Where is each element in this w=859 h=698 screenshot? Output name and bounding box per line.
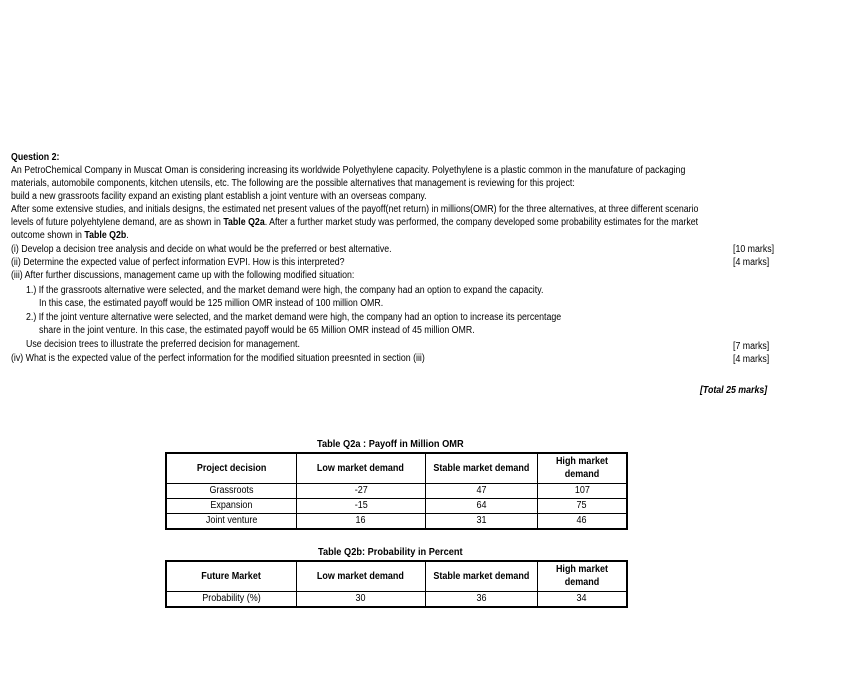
intro-line-3: build a new grassroots facility expand an existing plant establish a joint venture with an overseas company.	[11, 191, 427, 202]
cell-grassroots-high: 107	[538, 483, 627, 498]
table-q2b	[165, 560, 628, 608]
intro-line-1: An PetroChemical Company in Muscat Oman is considering increasing its worldwide Polyethylene capacity. Polyethylene is a plastic common in the manufature of packaging	[11, 165, 686, 176]
row-label-joint-venture: Joint venture	[166, 513, 297, 529]
table-ref-q2a: Table Q2a	[223, 217, 265, 228]
row-label-probability: Probability (%)	[166, 591, 297, 607]
part-i: (i) Develop a decision tree analysis and decide on what would be the preferred or best alternative.	[11, 244, 392, 255]
use-decision-trees: Use decision trees to illustrate the preferred decision for management.	[26, 339, 300, 350]
cell-expansion-low: -15	[297, 498, 426, 513]
cell-probability-low: 30	[297, 591, 426, 607]
part-ii: (ii) Determine the expected value of perfect information EVPI. How is this interpreted?	[11, 257, 345, 268]
intro-line-2: materials, automobile components, kitchen utensils, etc. The following are the possible alternatives that management is reviewing for this project:	[11, 178, 575, 189]
marks-part-i: [10 marks]	[733, 244, 775, 255]
subpoint-2a: 2.) If the joint venture alternative were selected, and the market demand were high, the company had an option to increase its percentage	[26, 312, 562, 323]
cell-joint-venture-low: 16	[297, 513, 426, 529]
cell-probability-stable: 36	[425, 591, 537, 607]
table-q2a-header-project-decision: Project decision	[166, 453, 297, 483]
total-marks: [Total 25 marks]	[700, 385, 768, 396]
question-title: Question 2:	[11, 152, 60, 163]
table-q2b-header-future-market: Future Market	[166, 561, 297, 591]
table-q2b-caption: Table Q2b: Probability in Percent	[318, 546, 463, 558]
part-iii: (iii) After further discussions, management came up with the following modified situation:	[11, 270, 355, 281]
row-label-expansion: Expansion	[166, 498, 297, 513]
table-q2a	[165, 452, 628, 530]
row-label-grassroots: Grassroots	[166, 483, 297, 498]
cell-probability-high: 34	[538, 591, 627, 607]
table-q2a-header-stable: Stable market demand	[425, 453, 537, 483]
table-ref-q2b: Table Q2b	[84, 230, 127, 241]
marks-part-iv: [4 marks]	[733, 354, 770, 365]
table-q2b-header-low: Low market demand	[297, 561, 426, 591]
intro-line-4: After some extensive studies, and initials designs, the estimated net present values of the payoff(net return) in millions(OMR) for the three alternatives, at three different scenario	[11, 204, 699, 215]
table-q2b-header-row	[166, 561, 627, 591]
intro-line-6: outcome shown in Table Q2b.	[11, 230, 129, 241]
cell-joint-venture-high: 46	[538, 513, 627, 529]
table-q2a-header-high: High market demand	[538, 453, 627, 483]
table-q2a-header-low: Low market demand	[297, 453, 426, 483]
subpoint-1b: In this case, the estimated payoff would be 125 million OMR instead of 100 million OMR.	[39, 298, 384, 309]
marks-part-iii: [7 marks]	[733, 341, 770, 352]
cell-expansion-stable: 64	[425, 498, 537, 513]
marks-part-ii: [4 marks]	[733, 257, 770, 268]
cell-expansion-high: 75	[538, 498, 627, 513]
table-row	[166, 591, 627, 607]
table-q2a-header-row	[166, 453, 627, 483]
table-row	[166, 513, 627, 529]
table-q2b-header-stable: Stable market demand	[425, 561, 537, 591]
subpoint-2b: share in the joint venture. In this case, the estimated payoff would be 65 Million OMR instead of 45 million OMR.	[39, 325, 475, 336]
intro-line-5: levels of future polyehtylene demand, are as shown in Table Q2a. After a further market study was performed, the company developed some probability estimates for the market	[11, 217, 699, 228]
table-q2a-caption: Table Q2a : Payoff in Million OMR	[317, 438, 464, 450]
table-row	[166, 483, 627, 498]
table-row	[166, 498, 627, 513]
cell-grassroots-stable: 47	[425, 483, 537, 498]
cell-grassroots-low: -27	[297, 483, 426, 498]
part-iv: (iv) What is the expected value of the perfect information for the modified situation preesnted in section (iii)	[11, 353, 425, 364]
cell-joint-venture-stable: 31	[425, 513, 537, 529]
subpoint-1a: 1.) If the grassroots alternative were selected, and the market demand were high, the company had an option to expand the capacity.	[26, 285, 544, 296]
table-q2b-header-high: High market demand	[538, 561, 627, 591]
